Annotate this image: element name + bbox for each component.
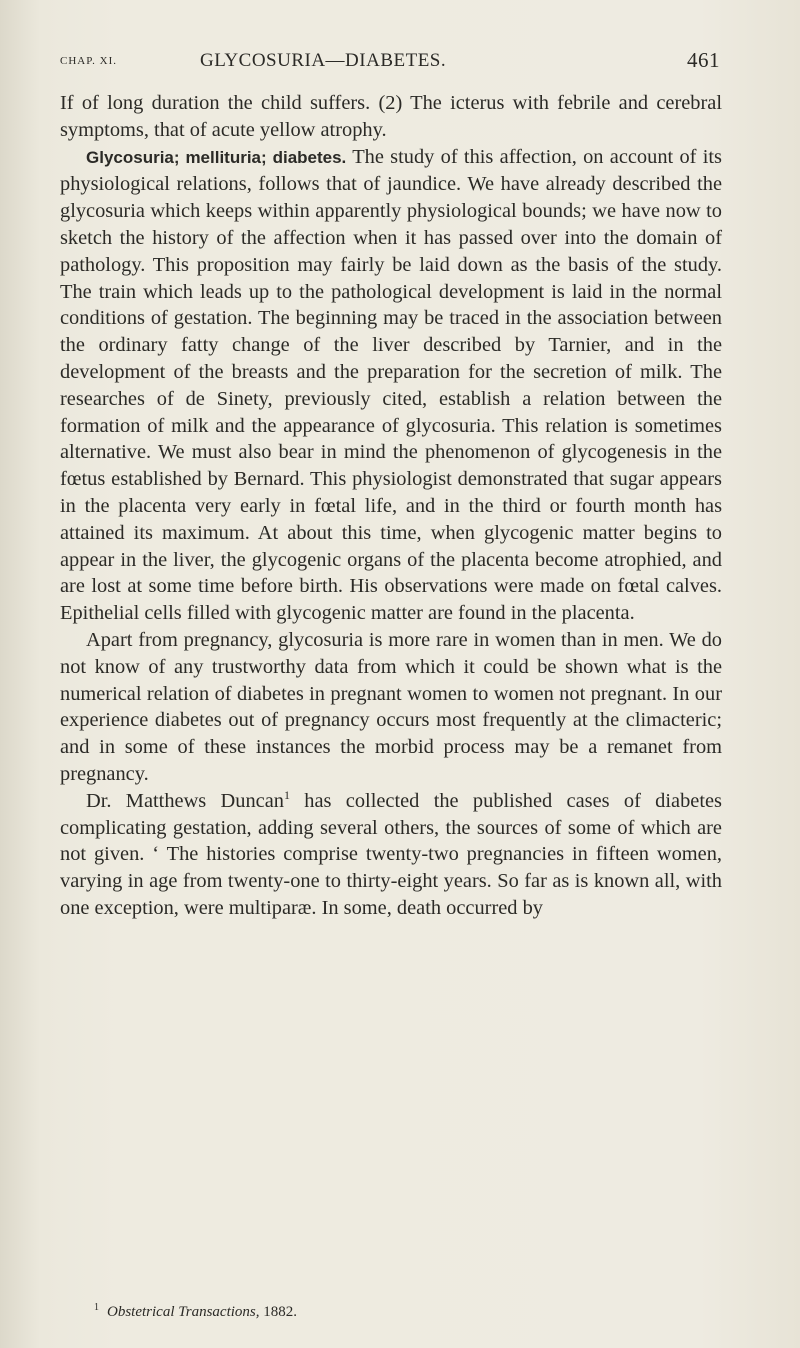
footnote-source: Obstetrical Transactions,	[107, 1304, 260, 1320]
paragraph-1-text: If of long duration the child suffers. (2) The icterus with febrile and cerebral symptoms, that of acute yellow atrophy.	[60, 92, 722, 141]
paragraph-1	[60, 90, 722, 144]
paragraph-3	[60, 627, 722, 788]
footnote-reference: 1	[283, 787, 290, 802]
footnote-year: 1882.	[263, 1304, 298, 1320]
paragraph-4-text-after: has collected the published cases of diabetes complicating gestation, adding several others, the sources of some of which are not given. ‘ The histories comprise twenty-two pregnancies in fifteen women, varying in age from twenty-one to thirty-eight years. So far as is known all, with one exception, were multiparæ. In some, death occurred by	[60, 789, 722, 919]
paragraph-3-text: Apart from pregnancy, glycosuria is more rare in women than in men. We do not know of any trustworthy data from which it could be shown what is the numerical relation of diabetes in pregnant women to women not pregnant. In our experience diabetes out of pregnancy occurs most frequently at the climacteric; and in some of these instances the morbid process may be a remanet from pregnancy.	[60, 628, 722, 785]
running-header	[60, 48, 720, 78]
running-title: GLYCOSURIA—DIABETES.	[200, 50, 447, 71]
paragraph-2-text: The study of this affection, on account of its physiological relations, follows that of jaundice. We have already described the glycosuria which keeps within apparently physiological bounds; we have now to sketch the history of the affection when it has passed over into the domain of pathology. This proposition may fairly be laid down as the basis of the study. The train which leads up to the pathological development is laid in the normal conditions of gestation. The beginning may be traced in the association between the ordinary fatty change of the liver described by Tarnier, and in the development of the breasts and the preparation for the secretion of milk. The researches of de Sinety, previously cited, establish a relation between the formation of milk and the appearance of glycosuria. This relation is sometimes alternative. We must also bear in mind the phenomenon of glycogenesis in the fœtus established by Bernard. This physiologist demonstrated that sugar appears in the placenta very early in fœtal life, and in the third or fourth month has attained its maximum. At about this time, when glycogenic matter begins to appear in the liver, the glycogenic organs of the placenta become atrophied, and are lost at some time before birth. His observations were made on fœtal calves. Epithelial cells filled with glycogenic matter are found in the placenta.	[60, 145, 722, 625]
chapter-label: CHAP. XI.	[60, 55, 117, 67]
paragraph-4	[60, 788, 722, 922]
section-heading: Glycosuria; mellituria; diabetes.	[86, 147, 347, 167]
page-number: 461	[687, 48, 720, 72]
footnote	[60, 1302, 722, 1321]
body-text	[60, 90, 722, 922]
footnote-mark: 1	[94, 1302, 99, 1313]
paragraph-2	[60, 144, 722, 627]
paragraph-4-text-before: Dr. Matthews Duncan	[86, 789, 284, 812]
